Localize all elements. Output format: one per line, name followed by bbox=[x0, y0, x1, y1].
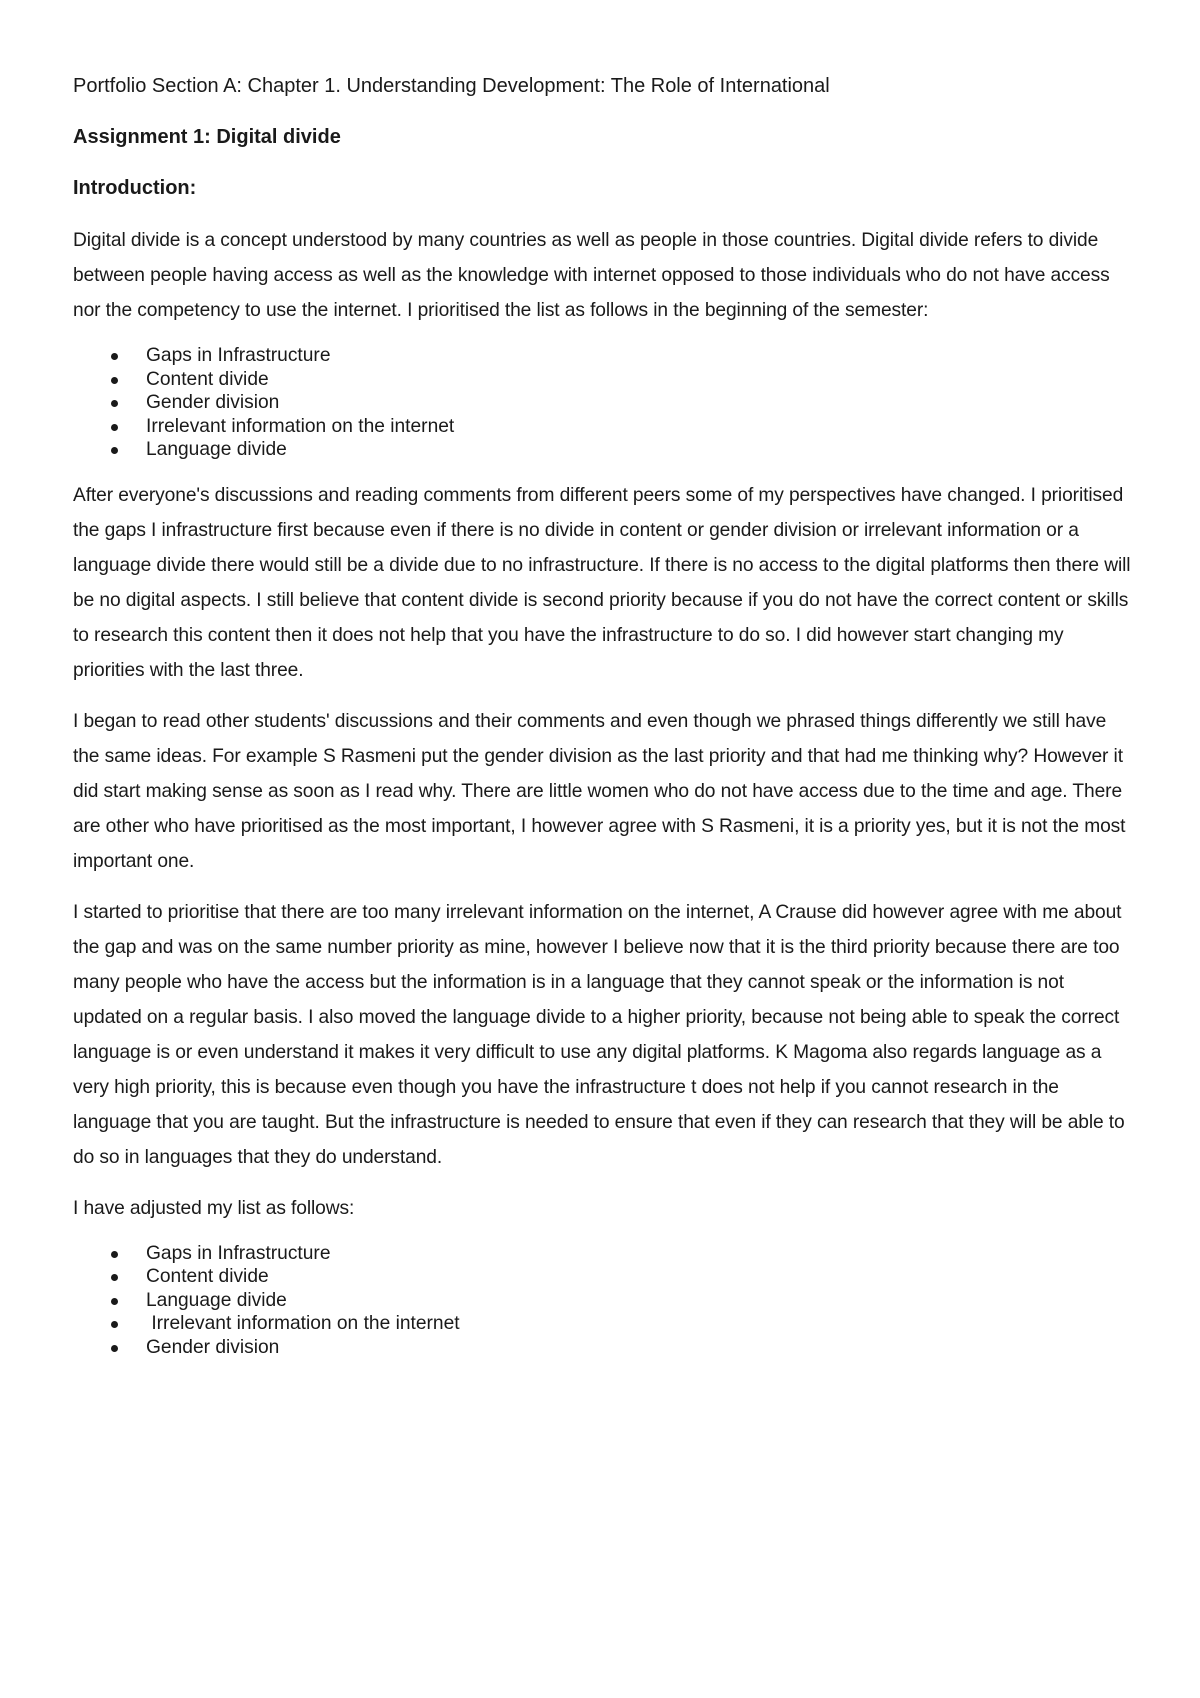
list-item bbox=[73, 415, 1136, 439]
adjusted-list-intro: I have adjusted my list as follows: bbox=[73, 1197, 355, 1219]
list-item bbox=[73, 1265, 1136, 1289]
bullet-icon bbox=[111, 1298, 118, 1305]
assignment-title: Assignment 1: Digital divide bbox=[73, 126, 341, 148]
list-item bbox=[73, 1336, 1136, 1360]
list-item-text: Content divide bbox=[146, 368, 269, 390]
list-item bbox=[73, 391, 1136, 415]
bullet-icon bbox=[111, 424, 118, 431]
bullet-icon bbox=[111, 447, 118, 454]
bullet-icon bbox=[111, 1251, 118, 1258]
paragraph-irrelevant-information: I started to prioritise that there are too many irrelevant information on the internet, A Crause did however agree with me about the gap and was on the same number priority as mine, however I believe now that it is the third priority because there are too many people who have the access but the information is in a language that they cannot speak or the information is not updated on a regular basis. I also moved the language divide to a higher priority, because not being able to speak the correct language is or even understand it makes it very difficult to use any digital platforms. K Magoma also regards language as a very high priority, this is because even though you have the infrastructure t does not help if you cannot research in the language that you are taught. But the infrastructure is needed to ensure that even if they can research that they will be able to do so in languages that they do understand. bbox=[73, 901, 1125, 1168]
list-item-text: Content divide bbox=[146, 1266, 269, 1287]
list-item-text: Gender division bbox=[146, 392, 280, 413]
list-item bbox=[73, 1312, 1136, 1336]
bullet-icon bbox=[111, 400, 118, 407]
list-item-text: Gaps in Infrastructure bbox=[146, 345, 331, 366]
adjusted-priority-list bbox=[73, 1242, 1136, 1360]
bullet-icon bbox=[111, 377, 118, 384]
list-item bbox=[73, 344, 1136, 368]
document-header-line: Portfolio Section A: Chapter 1. Understanding Development: The Role of International bbox=[73, 75, 830, 97]
bullet-icon bbox=[111, 1345, 118, 1352]
list-item-text: Gaps in Infrastructure bbox=[146, 1242, 331, 1264]
paragraph-peer-discussions: I began to read other students' discussions and their comments and even though we phrased things differently we still have the same ideas. For example S Rasmeni put the gender division as the last priority and that had me thinking why? However it did start making sense as soon as I read why. There are little women who do not have access due to the time and age. There are other who have prioritised as the most important, I however agree with S Rasmeni, it is a priority yes, but it is not the most important one. bbox=[73, 710, 1126, 872]
list-item bbox=[73, 368, 1136, 392]
list-item bbox=[73, 1289, 1136, 1313]
list-item-text: Irrelevant information on the internet bbox=[146, 415, 455, 437]
list-item-text: Language divide bbox=[146, 439, 287, 460]
intro-heading: Introduction: bbox=[73, 177, 197, 199]
paragraph-perspectives-changed: After everyone's discussions and reading comments from different peers some of my perspectives have changed. I prioritised the gaps I infrastructure first because even if there is no divide in content or gender division or irrelevant information or a language divide there would still be a divide due to no infrastructure. If there is no access to the digital platforms then there will be no digital aspects. I still believe that content divide is second priority because if you do not have the correct content or skills to research this content then it does not help that you have the infrastructure to do so. I did however start changing my priorities with the last three. bbox=[73, 484, 1131, 681]
list-item bbox=[73, 1242, 1136, 1266]
bullet-icon bbox=[111, 1274, 118, 1281]
list-item-text: Language divide bbox=[146, 1289, 287, 1311]
list-item-text: Irrelevant information on the internet bbox=[146, 1313, 460, 1334]
bullet-icon bbox=[111, 1321, 118, 1328]
intro-paragraph: Digital divide is a concept understood by many countries as well as people in those countries. Digital divide refers to divide between people having access as well as the knowledge with internet opposed to those individuals who do not have access nor the competency to use the internet. I prioritised the list as follows in the beginning of the semester: bbox=[73, 230, 1110, 321]
list-item-text: Gender division bbox=[146, 1336, 280, 1358]
list-item bbox=[73, 438, 1136, 462]
bullet-icon bbox=[111, 353, 118, 360]
initial-priority-list bbox=[73, 344, 1136, 462]
